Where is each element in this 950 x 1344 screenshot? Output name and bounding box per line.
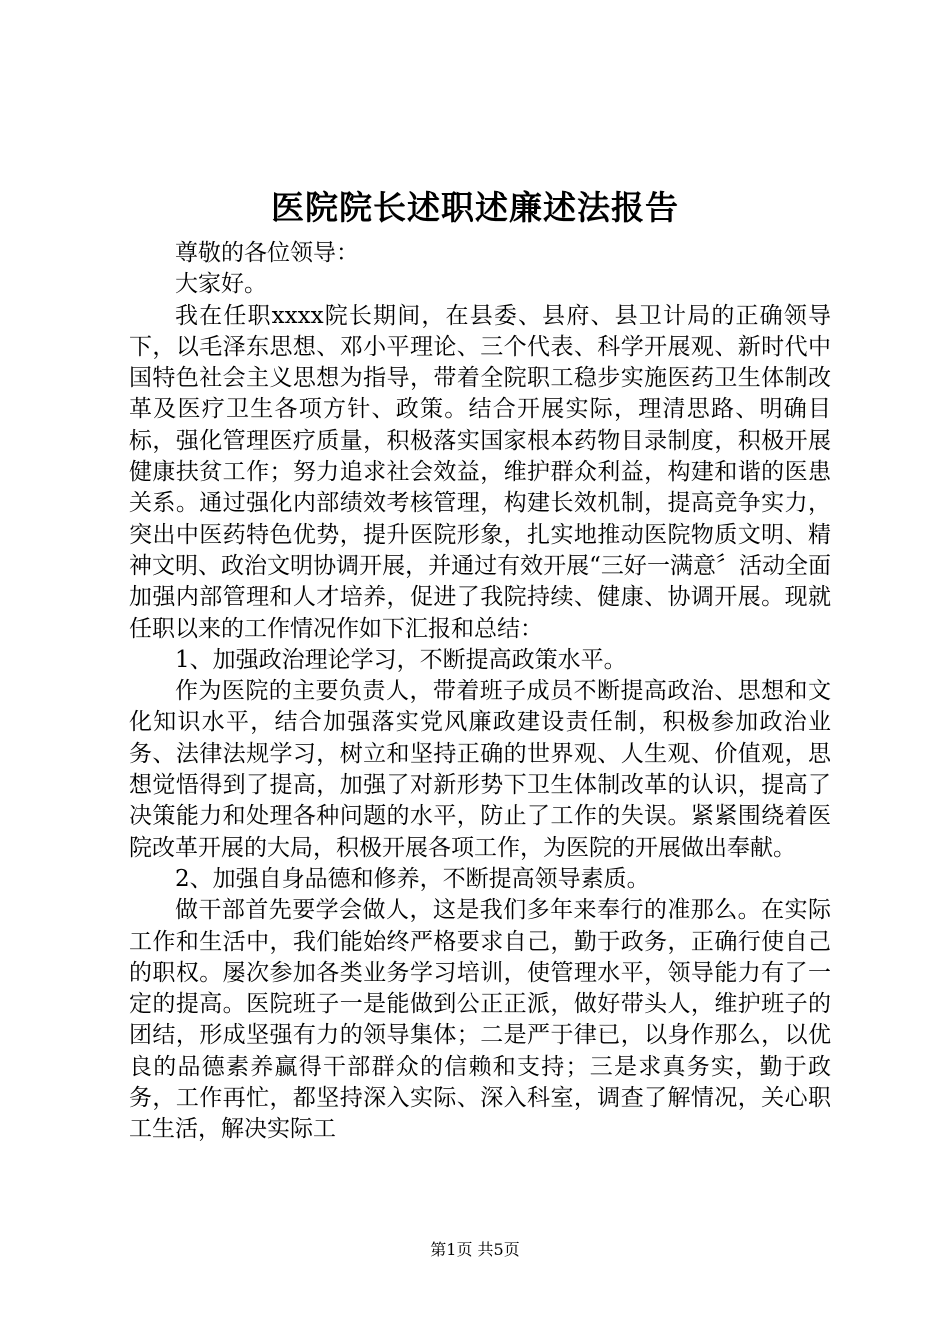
body-paragraph: 我在任职xxxx院长期间，在县委、县府、县卫计局的正确领导下，以毛泽东思想、邓小平理论、三个代表、科学开展观、新时代中国特色社会主义思想为指导，带着全院职工稳步实施医药卫生体制改革及医疗卫生各项方针、政策。结合开展实际，理清思路、明确目标，强化管理医疗质量，积极落实国家根本药物目录制度，积极开展健康扶贫工作；努力追求社会效益，维护群众利益，构建和谐的医患关系。通过强化内部绩效考核管理，构建长效机制，提高竞争实力，突出中医药特色优势，提升医院形象，扎实地推动医院物质文明、精神文明、政治文明协调开展，并通过有效开展“三好一满意〞活动全面加强内部管理和人才培养，促进了我院持续、健康、协调开展。现就任职以来的工作情况作如下汇报和总结：	[129, 302, 831, 642]
body-paragraph: 做干部首先要学会做人，这是我们多年来奉行的准那么。在实际工作和生活中，我们能始终严格要求自己，勤于政务，正确行使自己的职权。屡次参加各类业务学习培训，使管理水平，领导能力有了一定的提高。医院班子一是能做到公正正派，做好带头人，维护班子的团结，形成坚强有力的领导集体；二是严于律已，以身作那么，以优良的品德素养赢得干部群众的信赖和支持；三是求真务实，勤于政务，工作再忙，都坚持深入实际、深入科室，调查了解情况，关心职工生活，解决实际工	[129, 897, 831, 1143]
document-title: 医院院长述职述廉述法报告	[271, 188, 679, 227]
section-heading: 1、加强政治理论学习，不断提高政策水平。	[175, 646, 627, 673]
salutation: 尊敬的各位领导：	[175, 240, 359, 266]
document-body	[129, 238, 831, 1146]
section-heading: 2、加强自身品德和修养，不断提高领导素质。	[175, 865, 650, 892]
body-paragraph: 作为医院的主要负责人，带着班子成员不断提高政治、思想和文化知识水平，结合加强落实党风廉政建设责任制，积极参加政治业务、法律法规学习，树立和坚持正确的世界观、人生观、价值观，思想觉悟得到了提高，加强了对新形势下卫生体制改革的认识，提高了决策能力和处理各种问题的水平，防止了工作的失误。紧紧围绕着医院改革开展的大局，积极开展各项工作，为医院的开展做出奉献。	[129, 678, 831, 861]
page-footer: 第1页 共5页	[430, 1240, 520, 1259]
greeting: 大家好。	[175, 271, 267, 298]
